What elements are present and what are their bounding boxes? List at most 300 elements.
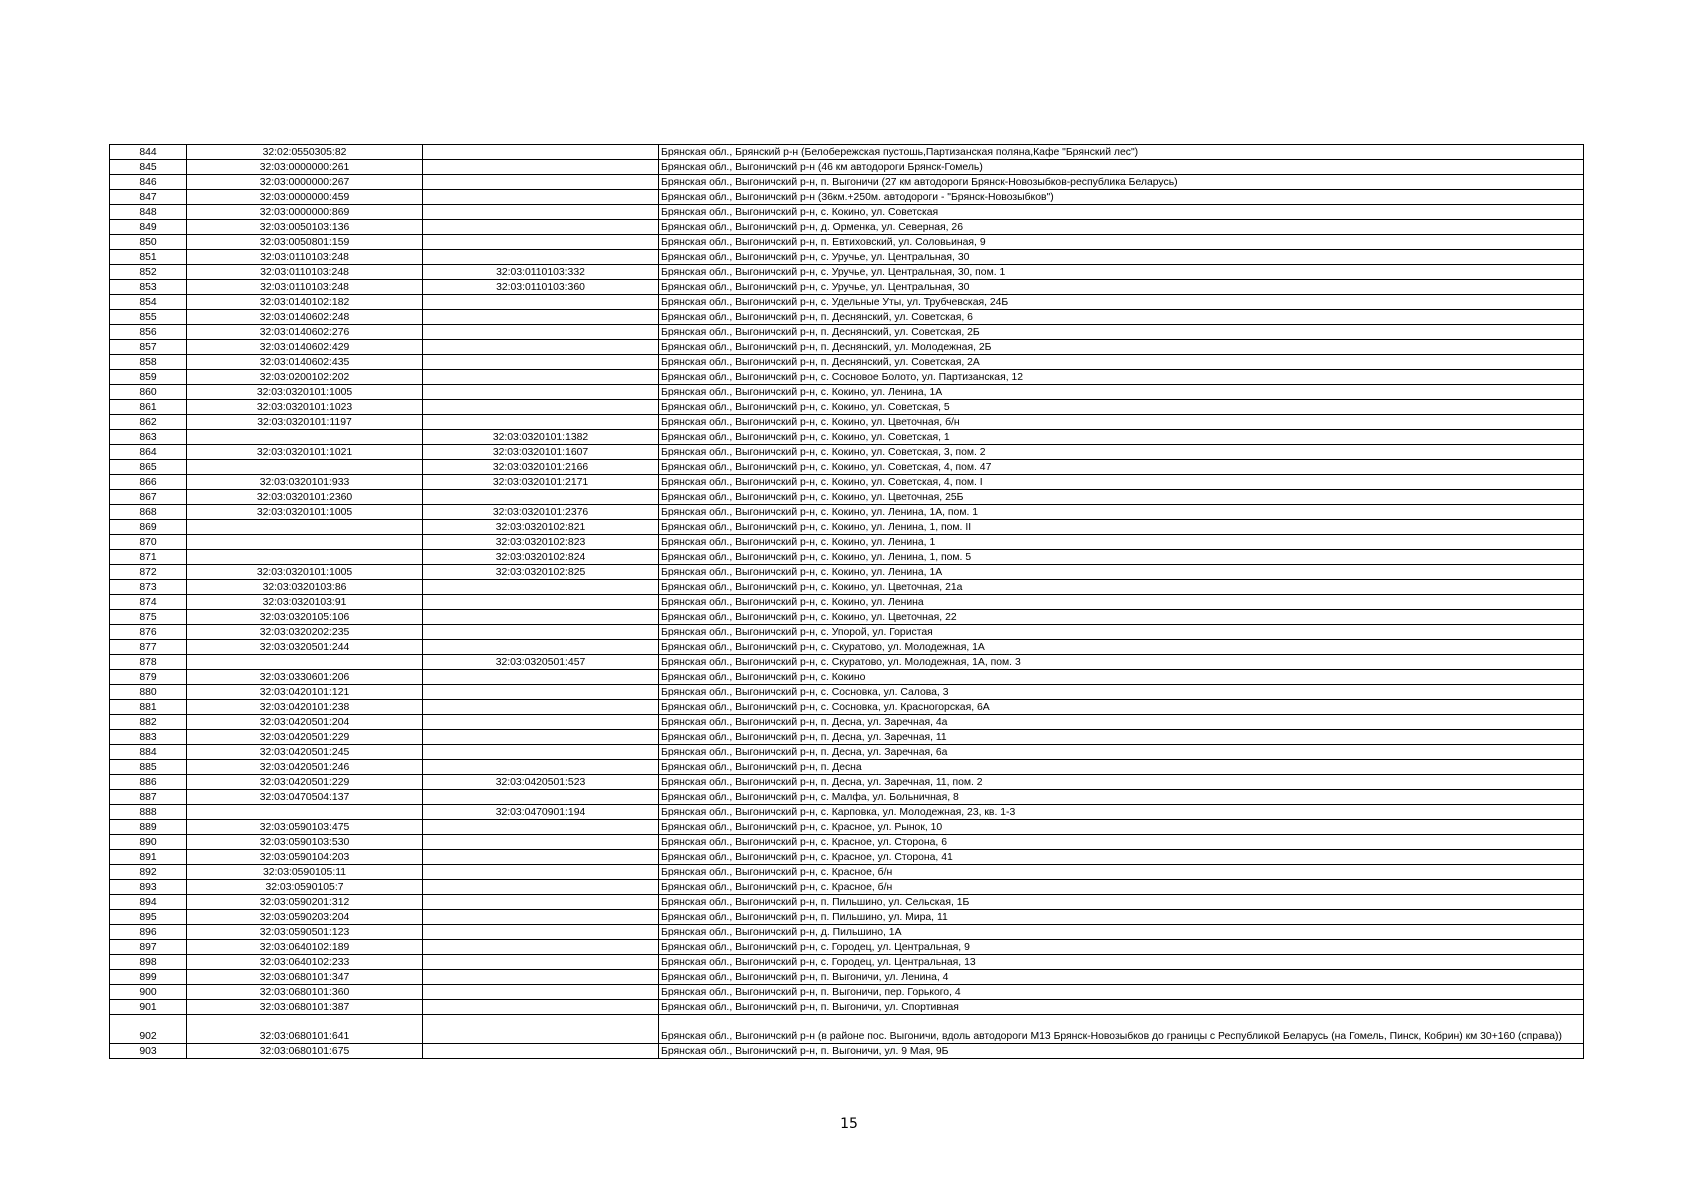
cadastral-number-cell: 32:03:0110103:248 xyxy=(187,265,423,280)
cadastral-number-cell: 32:03:0200102:202 xyxy=(187,370,423,385)
premises-number-cell xyxy=(423,175,659,190)
cadastral-number-cell: 32:03:0420101:121 xyxy=(187,685,423,700)
premises-number-cell xyxy=(423,745,659,760)
address-cell: Брянская обл., Выгоничский р-н, с. Уручье, ул. Центральная, 30 xyxy=(659,280,1584,295)
row-number-cell: 895 xyxy=(110,910,187,925)
premises-number-cell xyxy=(423,325,659,340)
cadastral-number-cell: 32:03:0320105:106 xyxy=(187,610,423,625)
premises-number-cell xyxy=(423,1044,659,1059)
row-number-cell: 902 xyxy=(110,1015,187,1044)
premises-number-cell xyxy=(423,760,659,775)
cadastral-number-cell: 32:03:0590203:204 xyxy=(187,910,423,925)
cadastral-number-cell: 32:03:0320202:235 xyxy=(187,625,423,640)
row-number-cell: 876 xyxy=(110,625,187,640)
premises-number-cell xyxy=(423,1000,659,1015)
cadastral-number-cell xyxy=(187,655,423,670)
table-row xyxy=(110,250,1584,265)
cadastral-number-cell: 32:03:0420501:229 xyxy=(187,775,423,790)
table-row xyxy=(110,625,1584,640)
table-row xyxy=(110,910,1584,925)
address-cell: Брянская обл., Выгоничский р-н, п. Деснянский, ул. Советская, 2Б xyxy=(659,325,1584,340)
cadastral-number-cell: 32:03:0470504:137 xyxy=(187,790,423,805)
page-number: 15 xyxy=(840,1116,858,1132)
row-number-cell: 892 xyxy=(110,865,187,880)
address-cell: Брянская обл., Выгоничский р-н, с. Уручье, ул. Центральная, 30, пом. 1 xyxy=(659,265,1584,280)
cadastral-number-cell: 32:03:0680101:641 xyxy=(187,1015,423,1044)
address-cell: Брянская обл., Выгоничский р-н (в районе пос. Выгоничи, вдоль автодороги М13 Брянск-Новозыбков до границы с Республикой Беларусь (на Гомель, Пинск, Кобрин) км 30+160 (справа)) xyxy=(659,1015,1584,1044)
address-cell: Брянская обл., Выгоничский р-н, п. Выгоничи, пер. Горького, 4 xyxy=(659,985,1584,1000)
table-row xyxy=(110,400,1584,415)
cadastral-number-cell: 32:03:0680101:387 xyxy=(187,1000,423,1015)
address-cell: Брянская обл., Выгоничский р-н, с. Кокино, ул. Цветочная, 21а xyxy=(659,580,1584,595)
address-cell: Брянская обл., Выгоничский р-н, с. Кокино, ул. Советская, 4, пом. 47 xyxy=(659,460,1584,475)
cadastral-number-cell: 32:03:0420501:245 xyxy=(187,745,423,760)
address-cell: Брянская обл., Выгоничский р-н, с. Кокино, ул. Ленина, 1А, пом. 1 xyxy=(659,505,1584,520)
premises-number-cell xyxy=(423,580,659,595)
cadastral-number-cell: 32:03:0640102:233 xyxy=(187,955,423,970)
table-row xyxy=(110,610,1584,625)
row-number-cell: 859 xyxy=(110,370,187,385)
cadastral-number-cell: 32:03:0140102:182 xyxy=(187,295,423,310)
address-cell: Брянская обл., Выгоничский р-н, с. Кокино, ул. Цветочная, 22 xyxy=(659,610,1584,625)
premises-number-cell xyxy=(423,640,659,655)
cadastral-number-cell: 32:03:0140602:435 xyxy=(187,355,423,370)
cadastral-number-cell: 32:03:0590104:203 xyxy=(187,850,423,865)
table-row xyxy=(110,820,1584,835)
table-row xyxy=(110,550,1584,565)
cadastral-number-cell xyxy=(187,460,423,475)
row-number-cell: 888 xyxy=(110,805,187,820)
table-row xyxy=(110,1000,1584,1015)
premises-number-cell xyxy=(423,625,659,640)
premises-number-cell: 32:03:0320101:1382 xyxy=(423,430,659,445)
row-number-cell: 900 xyxy=(110,985,187,1000)
row-number-cell: 893 xyxy=(110,880,187,895)
table-row xyxy=(110,580,1584,595)
premises-number-cell: 32:03:0320501:457 xyxy=(423,655,659,670)
premises-number-cell: 32:03:0420501:523 xyxy=(423,775,659,790)
address-cell: Брянская обл., Выгоничский р-н, с. Кокино, ул. Советская, 4, пом. I xyxy=(659,475,1584,490)
table-row xyxy=(110,880,1584,895)
table-row xyxy=(110,490,1584,505)
row-number-cell: 878 xyxy=(110,655,187,670)
row-number-cell: 853 xyxy=(110,280,187,295)
premises-number-cell xyxy=(423,370,659,385)
premises-number-cell xyxy=(423,190,659,205)
row-number-cell: 870 xyxy=(110,535,187,550)
table-row xyxy=(110,565,1584,580)
cadastral-number-cell: 32:03:0000000:869 xyxy=(187,205,423,220)
row-number-cell: 880 xyxy=(110,685,187,700)
address-cell: Брянская обл., Выгоничский р-н, с. Кокино, ул. Советская, 5 xyxy=(659,400,1584,415)
row-number-cell: 848 xyxy=(110,205,187,220)
cadastral-number-cell: 32:03:0680101:347 xyxy=(187,970,423,985)
premises-number-cell xyxy=(423,235,659,250)
cadastral-number-cell: 32:03:0590201:312 xyxy=(187,895,423,910)
address-cell: Брянская обл., Выгоничский р-н, с. Упорой, ул. Гористая xyxy=(659,625,1584,640)
address-cell: Брянская обл., Выгоничский р-н, с. Уручье, ул. Центральная, 30 xyxy=(659,250,1584,265)
table-row xyxy=(110,730,1584,745)
row-number-cell: 847 xyxy=(110,190,187,205)
premises-number-cell: 32:03:0320101:2171 xyxy=(423,475,659,490)
row-number-cell: 856 xyxy=(110,325,187,340)
premises-number-cell xyxy=(423,865,659,880)
row-number-cell: 844 xyxy=(110,145,187,160)
address-cell: Брянская обл., Выгоничский р-н, с. Кокино, ул. Советская, 1 xyxy=(659,430,1584,445)
row-number-cell: 885 xyxy=(110,760,187,775)
row-number-cell: 898 xyxy=(110,955,187,970)
premises-number-cell xyxy=(423,895,659,910)
address-cell: Брянская обл., Выгоничский р-н, с. Кокино, ул. Ленина, 1, пом. 5 xyxy=(659,550,1584,565)
premises-number-cell xyxy=(423,700,659,715)
row-number-cell: 903 xyxy=(110,1044,187,1059)
premises-number-cell xyxy=(423,595,659,610)
address-cell: Брянская обл., Выгоничский р-н, с. Кокино, ул. Цветочная, б/н xyxy=(659,415,1584,430)
premises-number-cell xyxy=(423,715,659,730)
premises-number-cell xyxy=(423,1015,659,1044)
address-cell: Брянская обл., Выгоничский р-н, п. Десна, ул. Заречная, 4а xyxy=(659,715,1584,730)
cadastral-number-cell: 32:03:0420501:229 xyxy=(187,730,423,745)
premises-number-cell xyxy=(423,205,659,220)
premises-number-cell xyxy=(423,985,659,1000)
address-cell: Брянская обл., Выгоничский р-н, с. Кокино, ул. Ленина xyxy=(659,595,1584,610)
table-row xyxy=(110,205,1584,220)
table-row xyxy=(110,715,1584,730)
cadastral-number-cell xyxy=(187,805,423,820)
address-cell: Брянская обл., Выгоничский р-н, с. Скуратово, ул. Молодежная, 1А, пом. 3 xyxy=(659,655,1584,670)
premises-number-cell: 32:03:0470901:194 xyxy=(423,805,659,820)
premises-number-cell xyxy=(423,400,659,415)
premises-number-cell xyxy=(423,685,659,700)
table-row xyxy=(110,940,1584,955)
row-number-cell: 845 xyxy=(110,160,187,175)
table-row xyxy=(110,595,1584,610)
cadastral-number-cell: 32:03:0420101:238 xyxy=(187,700,423,715)
premises-number-cell xyxy=(423,490,659,505)
address-cell: Брянская обл., Выгоничский р-н, с. Карповка, ул. Молодежная, 23, кв. 1-3 xyxy=(659,805,1584,820)
address-cell: Брянская обл., Выгоничский р-н, п. Пильшино, ул. Сельская, 1Б xyxy=(659,895,1584,910)
table-row xyxy=(110,160,1584,175)
address-cell: Брянская обл., Выгоничский р-н, п. Десна, ул. Заречная, 6а xyxy=(659,745,1584,760)
table-row xyxy=(110,640,1584,655)
row-number-cell: 857 xyxy=(110,340,187,355)
cadastral-number-cell xyxy=(187,430,423,445)
premises-number-cell xyxy=(423,220,659,235)
table-row xyxy=(110,670,1584,685)
row-number-cell: 869 xyxy=(110,520,187,535)
address-cell: Брянская обл., Выгоничский р-н (36км.+250м. автодороги - "Брянск-Новозыбков") xyxy=(659,190,1584,205)
address-cell: Брянская обл., Выгоничский р-н, с. Сосновка, ул. Салова, 3 xyxy=(659,685,1584,700)
cadastral-number-cell: 32:03:0050103:136 xyxy=(187,220,423,235)
premises-number-cell: 32:03:0110103:332 xyxy=(423,265,659,280)
table-row xyxy=(110,865,1584,880)
address-cell: Брянская обл., Выгоничский р-н, п. Деснянский, ул. Молодежная, 2Б xyxy=(659,340,1584,355)
premises-number-cell xyxy=(423,835,659,850)
address-cell: Брянская обл., Выгоничский р-н, с. Сосновка, ул. Красногорская, 6А xyxy=(659,700,1584,715)
premises-number-cell xyxy=(423,415,659,430)
row-number-cell: 886 xyxy=(110,775,187,790)
address-cell: Брянская обл., Выгоничский р-н, с. Городец, ул. Центральная, 13 xyxy=(659,955,1584,970)
address-cell: Брянская обл., Выгоничский р-н, с. Городец, ул. Центральная, 9 xyxy=(659,940,1584,955)
address-cell: Брянская обл., Выгоничский р-н, п. Выгоничи, ул. Спортивная xyxy=(659,1000,1584,1015)
address-cell: Брянская обл., Выгоничский р-н, п. Десна, ул. Заречная, 11 xyxy=(659,730,1584,745)
cadastral-number-cell: 32:03:0680101:675 xyxy=(187,1044,423,1059)
cadastral-number-cell: 32:03:0140602:429 xyxy=(187,340,423,355)
row-number-cell: 901 xyxy=(110,1000,187,1015)
cadastral-number-cell: 32:03:0640102:189 xyxy=(187,940,423,955)
table-row xyxy=(110,370,1584,385)
address-cell: Брянская обл., Выгоничский р-н, с. Кокино, ул. Ленина, 1А xyxy=(659,565,1584,580)
cadastral-number-cell: 32:03:0110103:248 xyxy=(187,280,423,295)
table-row xyxy=(110,325,1584,340)
property-register-table xyxy=(109,144,1584,1059)
cadastral-number-cell: 32:03:0420501:246 xyxy=(187,760,423,775)
address-cell: Брянская обл., Выгоничский р-н, с. Красное, б/н xyxy=(659,865,1584,880)
table-row xyxy=(110,265,1584,280)
row-number-cell: 871 xyxy=(110,550,187,565)
cadastral-number-cell xyxy=(187,535,423,550)
premises-number-cell xyxy=(423,910,659,925)
cadastral-number-cell: 32:03:0050801:159 xyxy=(187,235,423,250)
address-cell: Брянская обл., Выгоничский р-н, с. Удельные Уты, ул. Трубчевская, 24Б xyxy=(659,295,1584,310)
address-cell: Брянская обл., Выгоничский р-н, с. Красное, ул. Сторона, 6 xyxy=(659,835,1584,850)
row-number-cell: 874 xyxy=(110,595,187,610)
address-cell: Брянская обл., Выгоничский р-н, с. Кокино, ул. Советская, 3, пом. 2 xyxy=(659,445,1584,460)
table-row xyxy=(110,850,1584,865)
table-row xyxy=(110,745,1584,760)
table-row xyxy=(110,340,1584,355)
premises-number-cell: 32:03:0320101:2376 xyxy=(423,505,659,520)
premises-number-cell xyxy=(423,355,659,370)
cadastral-number-cell: 32:03:0140602:276 xyxy=(187,325,423,340)
row-number-cell: 875 xyxy=(110,610,187,625)
cadastral-number-cell: 32:03:0590105:7 xyxy=(187,880,423,895)
premises-number-cell xyxy=(423,925,659,940)
row-number-cell: 877 xyxy=(110,640,187,655)
cadastral-number-cell: 32:03:0110103:248 xyxy=(187,250,423,265)
row-number-cell: 846 xyxy=(110,175,187,190)
address-cell: Брянская обл., Брянский р-н (Белобережская пустошь,Партизанская поляна,Кафе "Брянский лес") xyxy=(659,145,1584,160)
cadastral-number-cell xyxy=(187,550,423,565)
table-row xyxy=(110,535,1584,550)
row-number-cell: 873 xyxy=(110,580,187,595)
cadastral-number-cell: 32:03:0320101:1023 xyxy=(187,400,423,415)
premises-number-cell xyxy=(423,955,659,970)
address-cell: Брянская обл., Выгоничский р-н, с. Кокино, ул. Ленина, 1, пом. II xyxy=(659,520,1584,535)
premises-number-cell xyxy=(423,790,659,805)
table-row xyxy=(110,685,1584,700)
cadastral-number-cell: 32:03:0320103:86 xyxy=(187,580,423,595)
premises-number-cell: 32:03:0320102:821 xyxy=(423,520,659,535)
cadastral-number-cell xyxy=(187,520,423,535)
row-number-cell: 866 xyxy=(110,475,187,490)
cadastral-number-cell: 32:03:0320101:1005 xyxy=(187,385,423,400)
cadastral-number-cell: 32:03:0320101:1021 xyxy=(187,445,423,460)
premises-number-cell xyxy=(423,385,659,400)
row-number-cell: 889 xyxy=(110,820,187,835)
row-number-cell: 882 xyxy=(110,715,187,730)
table-row xyxy=(110,790,1584,805)
row-number-cell: 851 xyxy=(110,250,187,265)
row-number-cell: 887 xyxy=(110,790,187,805)
table-row xyxy=(110,385,1584,400)
table-row xyxy=(110,310,1584,325)
table-row xyxy=(110,1015,1584,1044)
address-cell: Брянская обл., Выгоничский р-н, д. Пильшино, 1А xyxy=(659,925,1584,940)
premises-number-cell xyxy=(423,730,659,745)
cadastral-number-cell: 32:03:0680101:360 xyxy=(187,985,423,1000)
cadastral-number-cell: 32:03:0320501:244 xyxy=(187,640,423,655)
table-row xyxy=(110,970,1584,985)
table-row xyxy=(110,475,1584,490)
table-row xyxy=(110,700,1584,715)
row-number-cell: 890 xyxy=(110,835,187,850)
address-cell: Брянская обл., Выгоничский р-н, с. Сосновое Болото, ул. Партизанская, 12 xyxy=(659,370,1584,385)
row-number-cell: 896 xyxy=(110,925,187,940)
table-row xyxy=(110,985,1584,1000)
row-number-cell: 849 xyxy=(110,220,187,235)
address-cell: Брянская обл., Выгоничский р-н, с. Кокино, ул. Советская xyxy=(659,205,1584,220)
row-number-cell: 858 xyxy=(110,355,187,370)
row-number-cell: 864 xyxy=(110,445,187,460)
premises-number-cell xyxy=(423,160,659,175)
premises-number-cell xyxy=(423,970,659,985)
address-cell: Брянская обл., Выгоничский р-н, п. Пильшино, ул. Мира, 11 xyxy=(659,910,1584,925)
table-row xyxy=(110,835,1584,850)
premises-number-cell: 32:03:0320102:825 xyxy=(423,565,659,580)
register-table-body xyxy=(110,145,1584,1059)
address-cell: Брянская обл., Выгоничский р-н, п. Выгоничи, ул. 9 Мая, 9Б xyxy=(659,1044,1584,1059)
premises-number-cell xyxy=(423,340,659,355)
cadastral-number-cell: 32:02:0550305:82 xyxy=(187,145,423,160)
cadastral-number-cell: 32:03:0000000:459 xyxy=(187,190,423,205)
table-row xyxy=(110,1044,1584,1059)
address-cell: Брянская обл., Выгоничский р-н, с. Скуратово, ул. Молодежная, 1А xyxy=(659,640,1584,655)
cadastral-number-cell: 32:03:0320101:1005 xyxy=(187,505,423,520)
premises-number-cell xyxy=(423,310,659,325)
cadastral-number-cell: 32:03:0140602:248 xyxy=(187,310,423,325)
premises-number-cell xyxy=(423,850,659,865)
cadastral-number-cell: 32:03:0320101:933 xyxy=(187,475,423,490)
address-cell: Брянская обл., Выгоничский р-н, с. Красное, б/н xyxy=(659,880,1584,895)
address-cell: Брянская обл., Выгоничский р-н, п. Деснянский, ул. Советская, 2А xyxy=(659,355,1584,370)
row-number-cell: 868 xyxy=(110,505,187,520)
premises-number-cell xyxy=(423,940,659,955)
table-row xyxy=(110,295,1584,310)
table-row xyxy=(110,655,1584,670)
address-cell: Брянская обл., Выгоничский р-н, п. Евтиховский, ул. Соловьиная, 9 xyxy=(659,235,1584,250)
premises-number-cell xyxy=(423,820,659,835)
row-number-cell: 879 xyxy=(110,670,187,685)
cadastral-number-cell: 32:03:0590105:11 xyxy=(187,865,423,880)
address-cell: Брянская обл., Выгоничский р-н (46 км автодороги Брянск-Гомель) xyxy=(659,160,1584,175)
table-row xyxy=(110,175,1584,190)
table-row xyxy=(110,520,1584,535)
table-row xyxy=(110,145,1584,160)
premises-number-cell xyxy=(423,145,659,160)
table-row xyxy=(110,925,1584,940)
cadastral-number-cell: 32:03:0590501:123 xyxy=(187,925,423,940)
cadastral-number-cell: 32:03:0320103:91 xyxy=(187,595,423,610)
cadastral-number-cell: 32:03:0590103:530 xyxy=(187,835,423,850)
cadastral-number-cell: 32:03:0330601:206 xyxy=(187,670,423,685)
cadastral-number-cell: 32:03:0420501:204 xyxy=(187,715,423,730)
table-row xyxy=(110,235,1584,250)
table-row xyxy=(110,430,1584,445)
table-row xyxy=(110,445,1584,460)
address-cell: Брянская обл., Выгоничский р-н, п. Десна xyxy=(659,760,1584,775)
cadastral-number-cell: 32:03:0320101:1005 xyxy=(187,565,423,580)
cadastral-number-cell: 32:03:0320101:2360 xyxy=(187,490,423,505)
row-number-cell: 894 xyxy=(110,895,187,910)
row-number-cell: 860 xyxy=(110,385,187,400)
row-number-cell: 852 xyxy=(110,265,187,280)
row-number-cell: 897 xyxy=(110,940,187,955)
address-cell: Брянская обл., Выгоничский р-н, с. Кокино, ул. Ленина, 1 xyxy=(659,535,1584,550)
table-row xyxy=(110,805,1584,820)
address-cell: Брянская обл., Выгоничский р-н, п. Десна, ул. Заречная, 11, пом. 2 xyxy=(659,775,1584,790)
row-number-cell: 863 xyxy=(110,430,187,445)
address-cell: Брянская обл., Выгоничский р-н, с. Кокино, ул. Ленина, 1А xyxy=(659,385,1584,400)
premises-number-cell xyxy=(423,250,659,265)
cadastral-number-cell: 32:03:0000000:261 xyxy=(187,160,423,175)
row-number-cell: 854 xyxy=(110,295,187,310)
row-number-cell: 855 xyxy=(110,310,187,325)
premises-number-cell xyxy=(423,610,659,625)
row-number-cell: 865 xyxy=(110,460,187,475)
address-cell: Брянская обл., Выгоничский р-н, с. Кокино, ул. Цветочная, 25Б xyxy=(659,490,1584,505)
premises-number-cell: 32:03:0320101:1607 xyxy=(423,445,659,460)
table-row xyxy=(110,760,1584,775)
row-number-cell: 862 xyxy=(110,415,187,430)
address-cell: Брянская обл., Выгоничский р-н, д. Орменка, ул. Северная, 26 xyxy=(659,220,1584,235)
premises-number-cell: 32:03:0320102:823 xyxy=(423,535,659,550)
premises-number-cell xyxy=(423,670,659,685)
address-cell: Брянская обл., Выгоничский р-н, с. Красное, ул. Сторона, 41 xyxy=(659,850,1584,865)
cadastral-number-cell: 32:03:0590103:475 xyxy=(187,820,423,835)
address-cell: Брянская обл., Выгоничский р-н, с. Малфа, ул. Больничная, 8 xyxy=(659,790,1584,805)
row-number-cell: 850 xyxy=(110,235,187,250)
table-row xyxy=(110,280,1584,295)
premises-number-cell xyxy=(423,880,659,895)
table-row xyxy=(110,415,1584,430)
row-number-cell: 884 xyxy=(110,745,187,760)
row-number-cell: 899 xyxy=(110,970,187,985)
premises-number-cell: 32:03:0320101:2166 xyxy=(423,460,659,475)
cadastral-number-cell: 32:03:0320101:1197 xyxy=(187,415,423,430)
address-cell: Брянская обл., Выгоничский р-н, п. Выгоничи (27 км автодороги Брянск-Новозыбков-республика Беларусь) xyxy=(659,175,1584,190)
table-row xyxy=(110,775,1584,790)
row-number-cell: 883 xyxy=(110,730,187,745)
premises-number-cell xyxy=(423,295,659,310)
table-row xyxy=(110,505,1584,520)
table-row xyxy=(110,220,1584,235)
premises-number-cell: 32:03:0320102:824 xyxy=(423,550,659,565)
table-row xyxy=(110,355,1584,370)
row-number-cell: 867 xyxy=(110,490,187,505)
table-row xyxy=(110,955,1584,970)
address-cell: Брянская обл., Выгоничский р-н, с. Кокино xyxy=(659,670,1584,685)
cadastral-number-cell: 32:03:0000000:267 xyxy=(187,175,423,190)
table-row xyxy=(110,190,1584,205)
table-row xyxy=(110,460,1584,475)
row-number-cell: 881 xyxy=(110,700,187,715)
address-cell: Брянская обл., Выгоничский р-н, п. Выгоничи, ул. Ленина, 4 xyxy=(659,970,1584,985)
premises-number-cell: 32:03:0110103:360 xyxy=(423,280,659,295)
row-number-cell: 861 xyxy=(110,400,187,415)
table-row xyxy=(110,895,1584,910)
row-number-cell: 891 xyxy=(110,850,187,865)
